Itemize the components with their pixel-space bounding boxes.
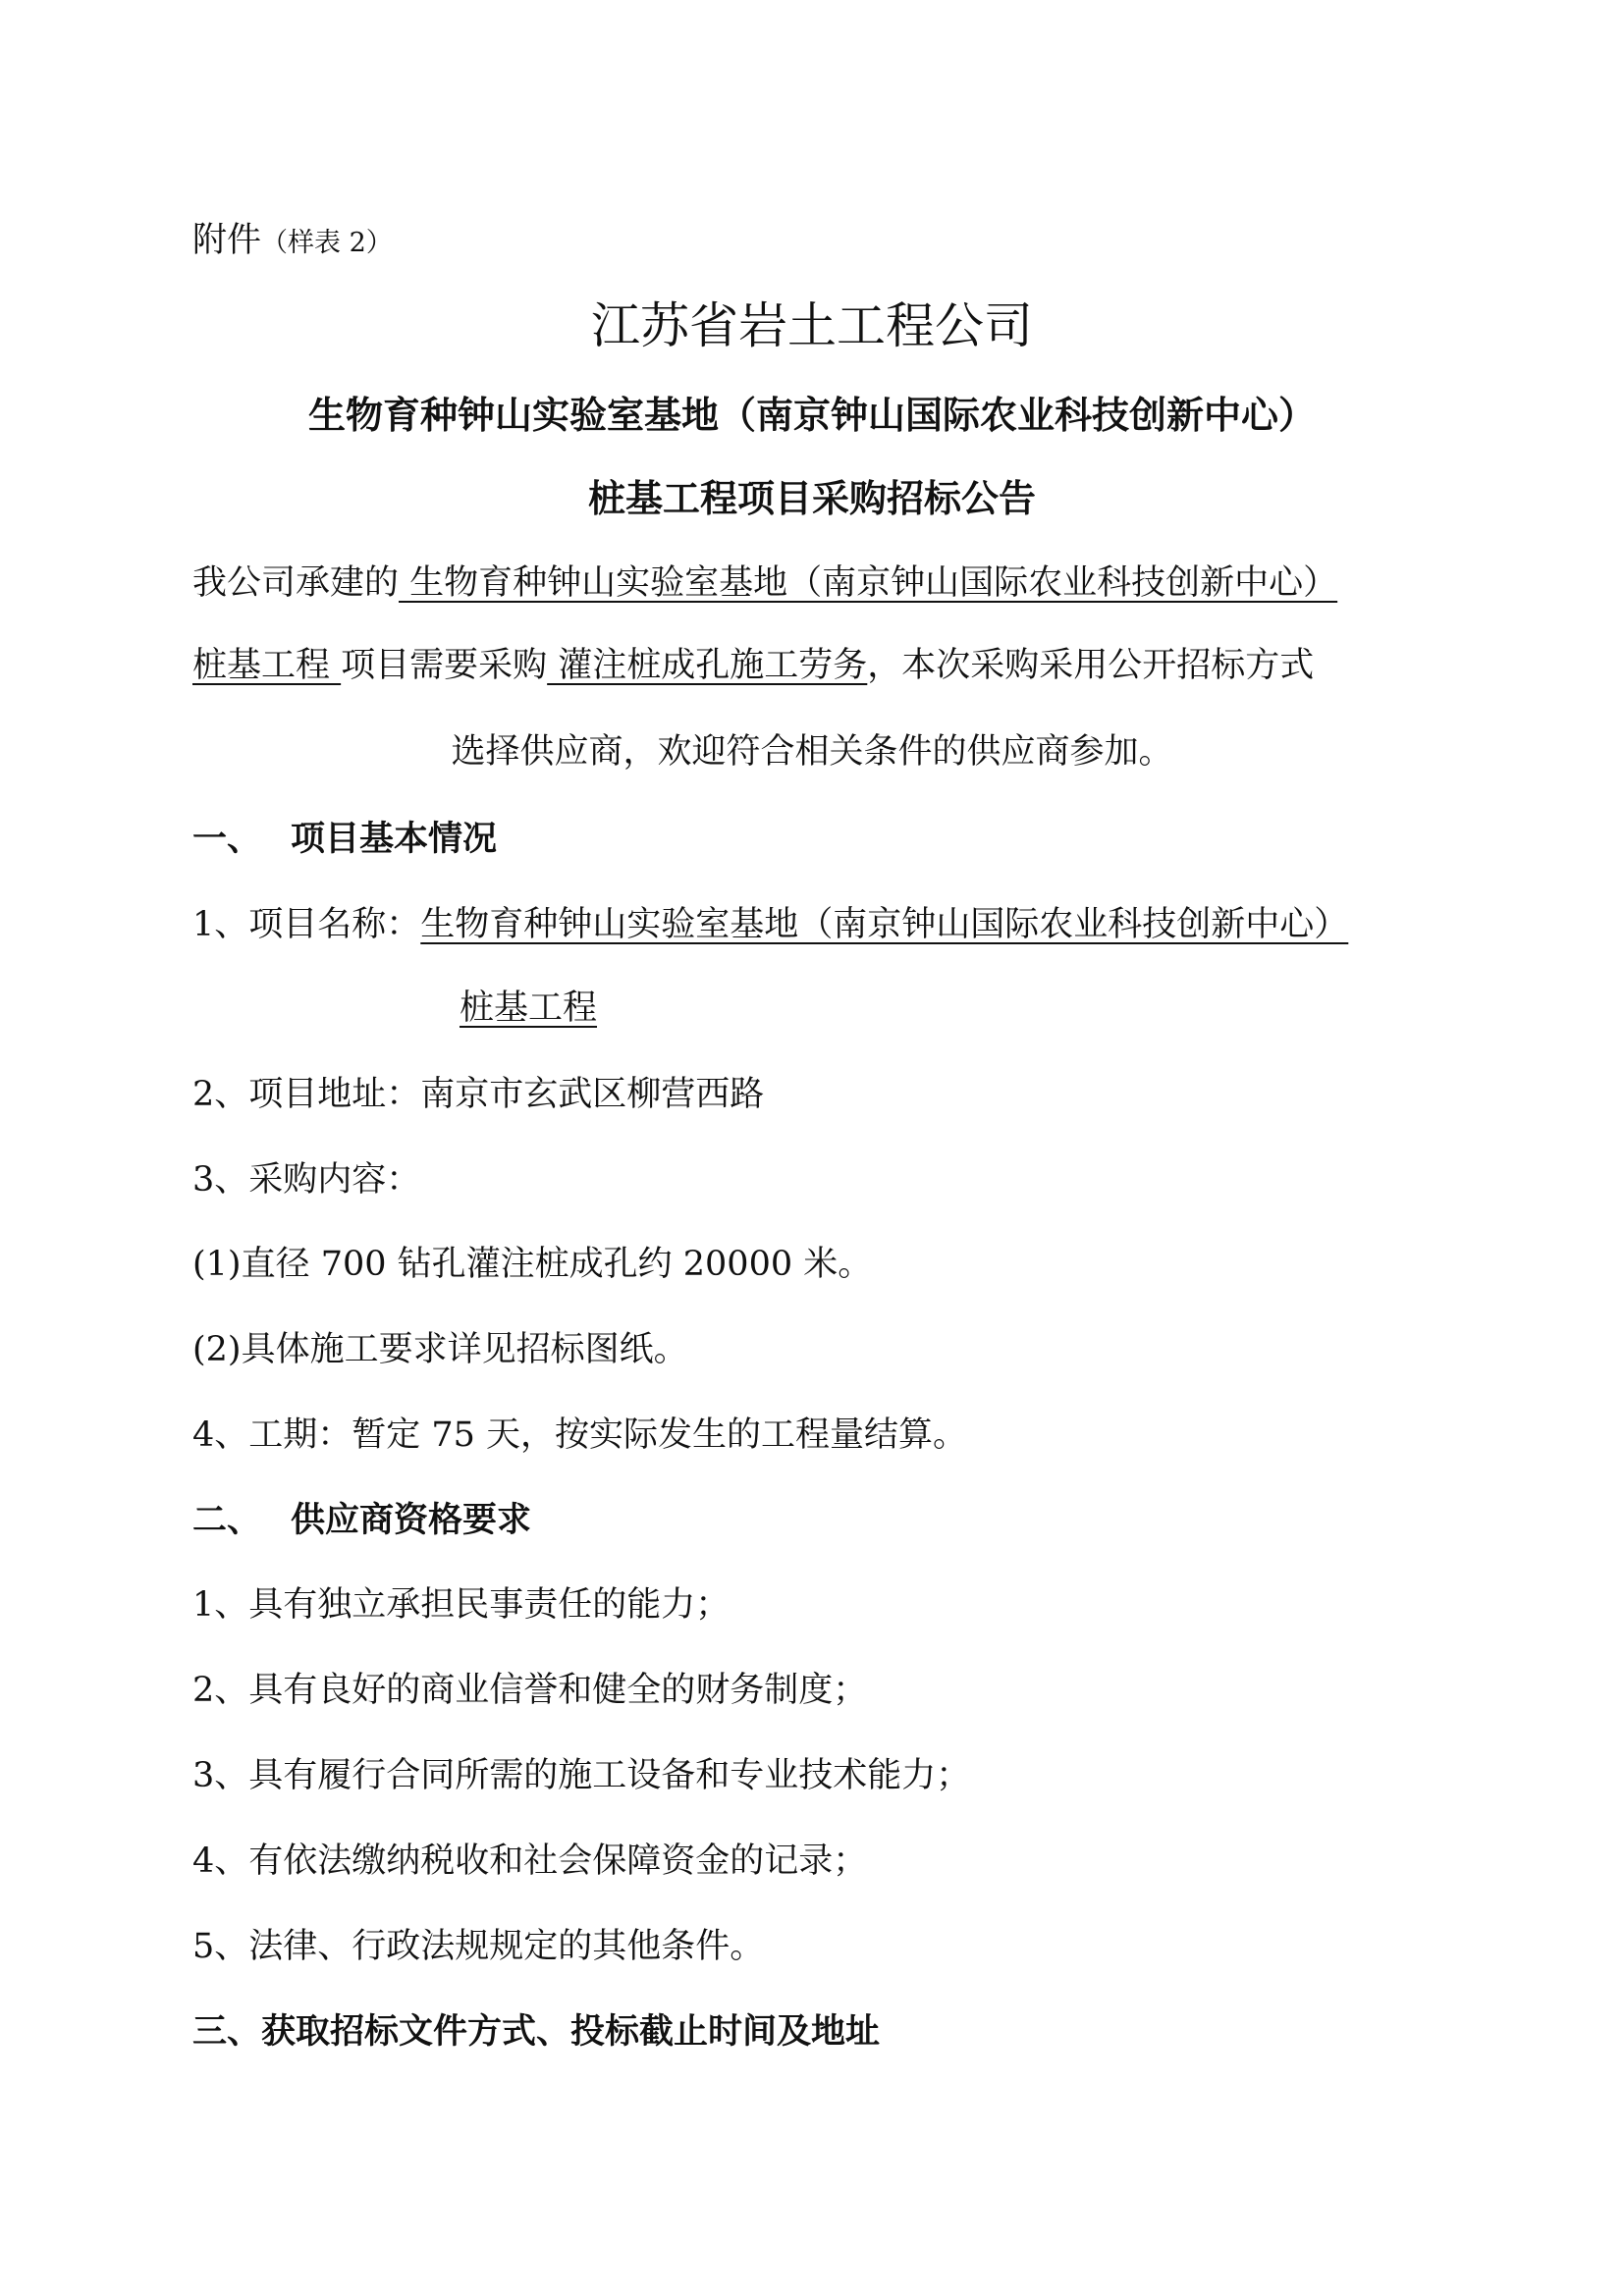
intro-prefix: 我公司承建的: [192, 563, 400, 603]
intro-line-2: [192, 643, 1314, 688]
qualification-item: 5、法律、行政法规规定的其他条件。: [192, 1927, 765, 1966]
attachment-text: 附件: [192, 221, 262, 260]
qualification-item: 1、具有独立承担民事责任的能力；: [192, 1585, 731, 1625]
intro-project-name: 生物育种钟山实验室基地（南京钟山国际农业科技创新中心）: [399, 563, 1338, 603]
qualification-item: 2、具有良好的商业信誉和健全的财务制度；: [192, 1671, 868, 1710]
intro-line-3: 选择供应商，欢迎符合相关条件的供应商参加。: [451, 732, 1173, 772]
section-1-number: 一、: [192, 820, 262, 859]
project-name-value: 生物育种钟山实验室基地（南京钟山国际农业科技创新中心）: [420, 905, 1349, 944]
section-2-number: 二、: [192, 1501, 262, 1540]
qualification-item: 3、具有履行合同所需的施工设备和专业技术能力；: [192, 1756, 971, 1795]
construction-period-item: 4、工期：暂定 75 天，按实际发生的工程量结算。: [192, 1415, 968, 1455]
intro-suffix: ，本次采购采用公开招标方式: [867, 646, 1315, 685]
project-name-label: 1、项目名称：: [192, 905, 421, 944]
company-title: 江苏省岩土工程公司: [591, 297, 1033, 354]
procurement-content-item: 3、采购内容：: [192, 1160, 421, 1200]
attachment-note: （样表 2）: [261, 228, 393, 258]
project-name-item: [192, 902, 1348, 947]
section-3-heading: 三、获取招标文件方式、投标截止时间及地址: [192, 2012, 881, 2052]
intro-project-name-cont: 桩基工程: [192, 646, 342, 685]
project-address-item: 2、项目地址：南京市玄武区柳营西路: [192, 1075, 765, 1114]
procurement-sub-item-1: (1)直径 700 钻孔灌注桩成孔约 20000 米。: [192, 1245, 873, 1284]
section-2-heading: [192, 1498, 531, 1543]
intro-middle: 项目需要采购: [341, 646, 548, 685]
qualification-item: 4、有依法缴纳税收和社会保障资金的记录；: [192, 1842, 868, 1881]
project-name-value-cont: 桩基工程: [460, 988, 598, 1028]
project-title: 生物育种钟山实验室基地（南京钟山国际农业科技创新中心）: [307, 394, 1316, 437]
intro-procurement: 灌注桩成孔施工劳务: [547, 646, 868, 685]
procurement-sub-item-2: (2)具体施工要求详见招标图纸。: [192, 1330, 688, 1369]
intro-line-1: [192, 561, 1337, 606]
section-2-title: 供应商资格要求: [291, 1501, 532, 1540]
notice-title: 桩基工程项目采购招标公告: [587, 477, 1036, 520]
attachment-label: [192, 218, 393, 266]
section-1-title: 项目基本情况: [291, 820, 498, 859]
section-1-heading: [192, 817, 497, 862]
